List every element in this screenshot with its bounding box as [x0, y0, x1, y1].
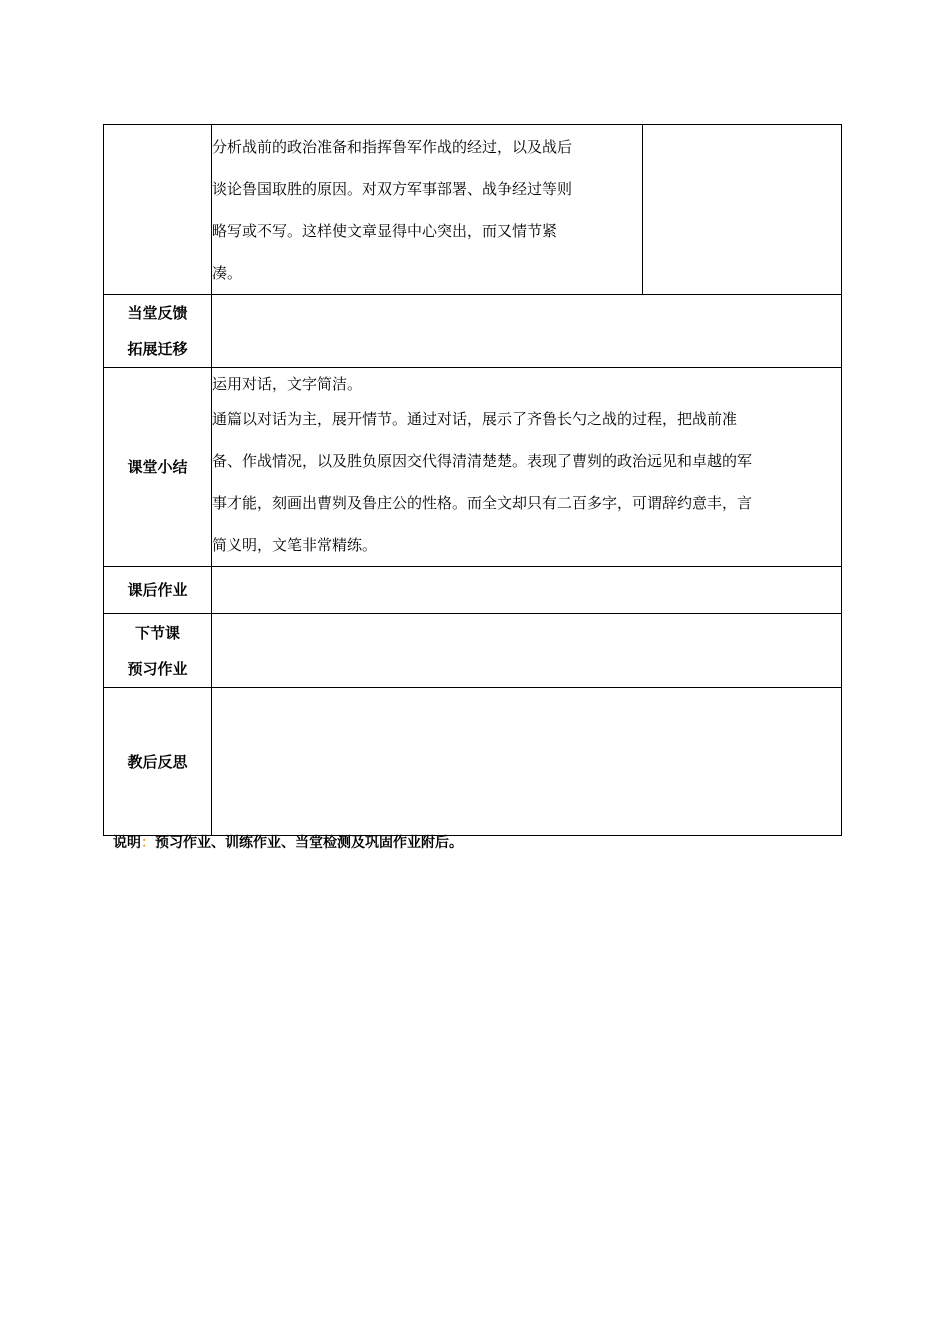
next-lesson-label-line2: 预习作业	[127, 659, 188, 678]
homework-content[interactable]	[212, 567, 842, 614]
next-lesson-label	[104, 614, 212, 688]
summary-line: 运用对话，文字简洁。	[212, 375, 363, 393]
summary-content	[212, 368, 842, 567]
feedback-content[interactable]	[212, 295, 842, 368]
analysis-row	[104, 125, 842, 295]
feedback-row	[104, 295, 842, 368]
summary-row	[104, 368, 842, 567]
reflection-row	[104, 688, 842, 836]
summary-label: 课堂小结	[104, 368, 212, 567]
summary-line: 事才能，刻画出曹刿及鲁庄公的性格。而全文却只有二百多字，可谓辞约意丰，言	[212, 494, 753, 512]
analysis-side-cell	[643, 125, 842, 295]
analysis-line: 分析战前的政治准备和指挥鲁军作战的经过，以及战后	[212, 138, 573, 156]
reflection-content[interactable]	[212, 688, 842, 836]
lesson-plan-table	[103, 124, 842, 836]
feedback-label-line1: 当堂反馈	[127, 304, 188, 322]
feedback-label	[104, 295, 212, 368]
footnote-text: 预习作业、训练作业、当堂检测及巩固作业附后。	[155, 835, 463, 851]
footnote	[113, 832, 463, 852]
next-lesson-content[interactable]	[212, 614, 842, 688]
reflection-label: 教后反思	[104, 688, 212, 836]
homework-row	[104, 567, 842, 614]
summary-line: 通篇以对话为主，展开情节。通过对话，展示了齐鲁长勺之战的过程，把战前准	[212, 410, 738, 428]
analysis-label-cell	[104, 125, 212, 295]
summary-line: 备、作战情况，以及胜负原因交代得清清楚楚。表现了曹刿的政治远见和卓越的军	[212, 452, 753, 470]
analysis-line: 略写或不写。这样使文章显得中心突出，而又情节紧	[212, 222, 558, 240]
next-lesson-row	[104, 614, 842, 688]
analysis-content-cell	[212, 125, 643, 295]
analysis-line: 凑。	[212, 264, 243, 282]
footnote-colon: ：	[141, 835, 155, 851]
summary-line: 简义明，文笔非常精练。	[212, 536, 378, 554]
homework-label: 课后作业	[104, 567, 212, 614]
feedback-label-line2: 拓展迁移	[127, 340, 188, 358]
footnote-prefix: 说明	[113, 835, 141, 851]
analysis-line: 谈论鲁国取胜的原因。对双方军事部署、战争经过等则	[212, 180, 573, 198]
next-lesson-label-line1: 下节课	[134, 623, 180, 642]
